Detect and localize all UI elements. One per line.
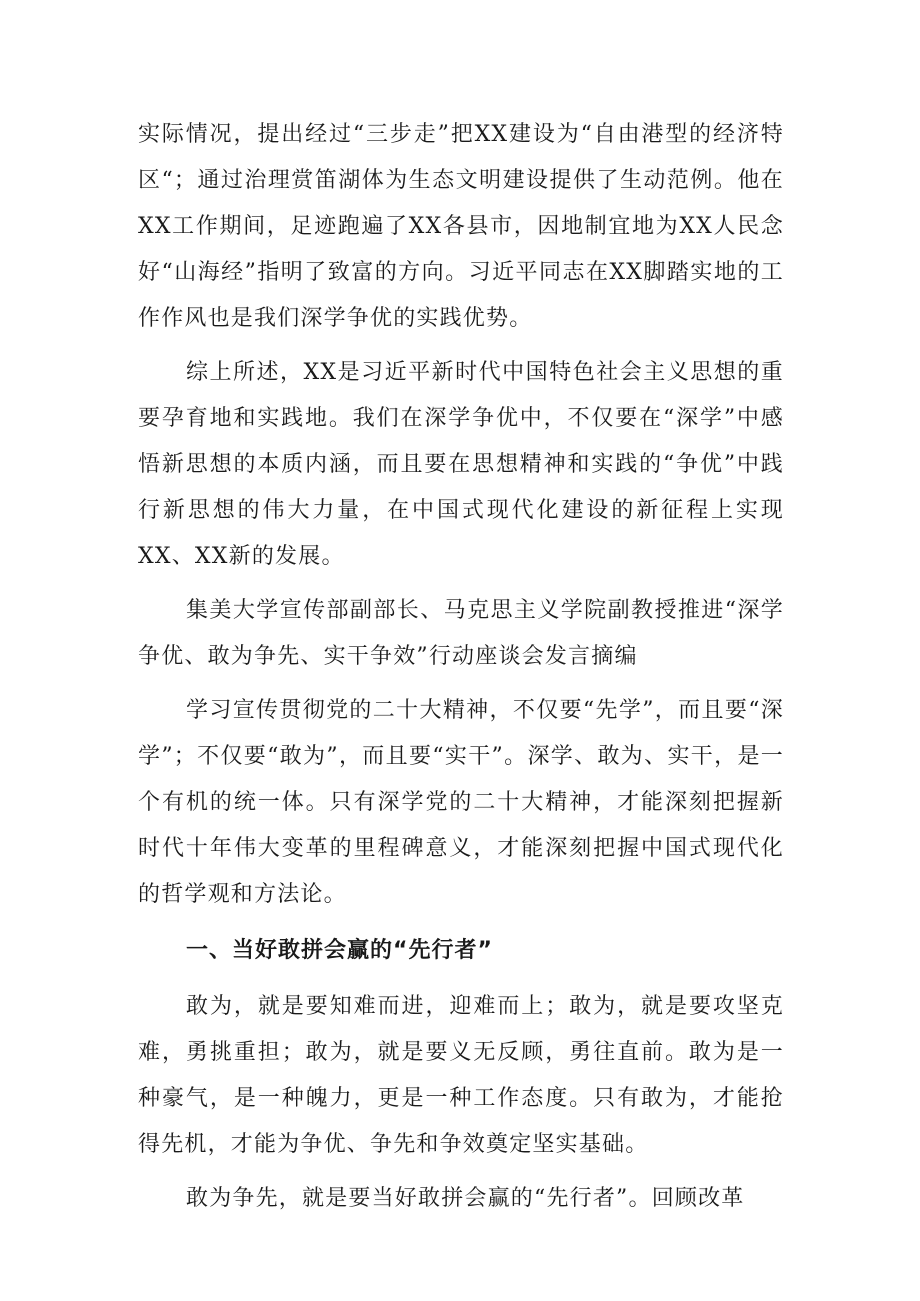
- paragraph-summary: 综上所述，XX是习近平新时代中国特色社会主义思想的重要孕育地和实践地。我们在深学争优中，不仅要在“深学”中感悟新思想的本质内涵，而且要在思想精神和实践的“争优”中践行新思想的伟大力量，在中国式现代化建设的新征程上实现XX、XX新的发展。: [138, 360, 784, 569]
- paragraph-continuation: 实际情况，提出经过“三步走”把XX建设为“自由港型的经济特区“；通过治理赏笛湖体为生态文明建设提供了生动范例。他在XX工作期间，足迹跑遍了XX各县市，因地制宜地为XX人民念好“山海经”指明了致富的方向。习近平同志在XX脚踏实地的工作作风也是我们深学争优的实践优势。: [138, 122, 784, 331]
- paragraph-speech-source: 集美大学宣传部副部长、马克思主义学院副教授推进“深学争优、敢为争先、实干争效”行动座谈会发言摘编: [138, 598, 784, 669]
- section-heading: 一、当好敢拼会赢的“先行者”: [186, 938, 493, 963]
- paragraph-daring: 敢为，就是要知难而进，迎难而上；敢为，就是要攻坚克难，勇挑重担；敢为，就是要义无反顾，勇往直前。敢为是一种豪气，是一种魄力，更是一种工作态度。只有敢为，才能抢得先机，才能为争优、争先和争效奠定坚实基础。: [138, 994, 784, 1157]
- document-body: [138, 112, 784, 1230]
- paragraph-study-spirit: 学习宣传贯彻党的二十大精神，不仅要“先学”，而且要“深学”；不仅要“敢为”，而且要“实干”。深学、敢为、实干，是一个有机的统一体。只有深学党的二十大精神，才能深刻把握新时代十年伟大变革的里程碑意义，才能深刻把握中国式现代化的哲学观和方法论。: [138, 698, 784, 907]
- paragraph-pioneer: 敢为争先，就是要当好敢拼会赢的“先行者”。回顾改革: [186, 1186, 745, 1211]
